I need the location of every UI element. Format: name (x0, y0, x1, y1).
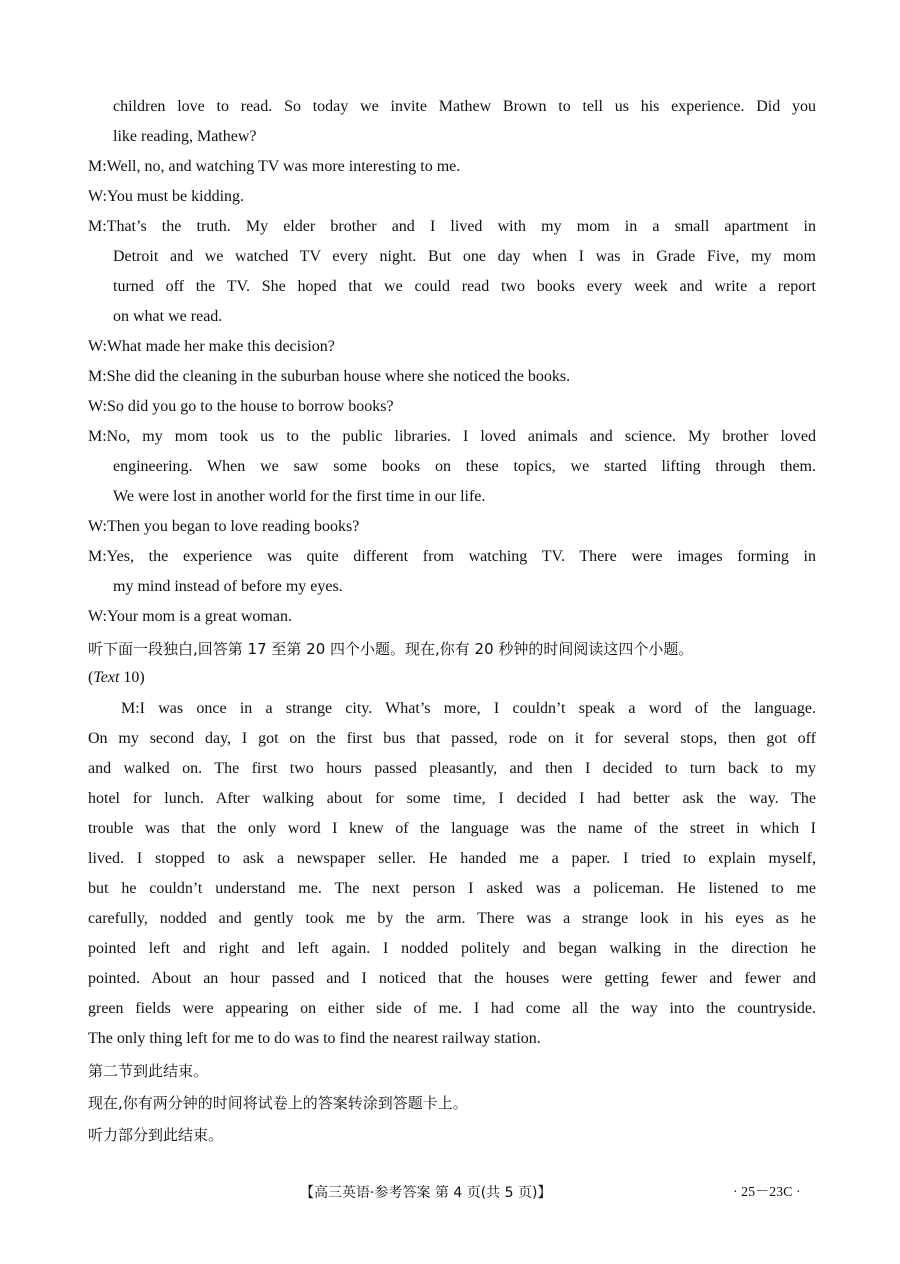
monologue-line: On my second day, I got on the first bus that passed, rode on it for several stops, then got off (88, 730, 816, 747)
dialogue-line: my mind instead of before my eyes. (113, 578, 343, 595)
listening-instruction: 听下面一段独白,回答第 17 至第 20 四个小题。现在,你有 20 秒钟的时间阅读这四个小题。 (88, 640, 694, 658)
page-footer: 【高三英语·参考答案 第 4 页(共 5 页)】 (300, 1185, 552, 1201)
dialogue-line: like reading, Mathew? (113, 128, 257, 145)
closing-line: 第二节到此结束。 (88, 1062, 209, 1080)
closing-line: 听力部分到此结束。 (88, 1126, 224, 1144)
monologue-line: M:I was once in a strange city. What’s more, I couldn’t speak a word of the language. (121, 700, 816, 717)
monologue-line: but he couldn’t understand me. The next person I asked was a policeman. He listened to me (88, 880, 816, 897)
dialogue-line: We were lost in another world for the first time in our life. (113, 488, 486, 505)
monologue-line: lived. I stopped to ask a newspaper seller. He handed me a paper. I tried to explain myself, (88, 850, 816, 867)
monologue-line: green fields were appearing on either side of me. I had come all the way into the countryside. (88, 1000, 816, 1017)
dialogue-line: W:You must be kidding. (88, 188, 245, 205)
dialogue-line: turned off the TV. She hoped that we could read two books every week and write a report (113, 278, 816, 295)
dialogue-line: W:Then you began to love reading books? (88, 518, 360, 535)
dialogue-line: W:Your mom is a great woman. (88, 608, 292, 625)
dialogue-line: on what we read. (113, 308, 223, 325)
dialogue-line: M:She did the cleaning in the suburban house where she noticed the books. (88, 368, 571, 385)
text-label (88, 668, 145, 688)
dialogue-line: children love to read. So today we invite Mathew Brown to tell us his experience. Did you (113, 98, 816, 115)
dialogue-line: M:Well, no, and watching TV was more interesting to me. (88, 158, 461, 175)
monologue-line: trouble was that the only word I knew of the language was the name of the street in which I (88, 820, 816, 837)
text-label-italic: Text (93, 669, 120, 686)
monologue-line: and walked on. The first two hours passed pleasantly, and then I decided to turn back to my (88, 760, 816, 777)
dialogue-line: M:Yes, the experience was quite different from watching TV. There were images forming in (88, 548, 816, 565)
text-label-open: ( (88, 669, 94, 686)
page-code: · 25－23C · (733, 1185, 801, 1200)
dialogue-line: W:What made her make this decision? (88, 338, 335, 355)
dialogue-line: Detroit and we watched TV every night. But one day when I was in Grade Five, my mom (113, 248, 816, 265)
closing-line: 现在,你有两分钟的时间将试卷上的答案转涂到答题卡上。 (88, 1094, 468, 1112)
monologue-line: The only thing left for me to do was to find the nearest railway station. (88, 1030, 541, 1047)
dialogue-line: W:So did you go to the house to borrow books? (88, 398, 394, 415)
dialogue-line: engineering. When we saw some books on these topics, we started lifting through them. (113, 458, 816, 475)
monologue-line: pointed left and right and left again. I nodded politely and began walking in the direction he (88, 940, 816, 957)
dialogue-line: M:No, my mom took us to the public libraries. I loved animals and science. My brother loved (88, 428, 816, 445)
dialogue-line: M:That’s the truth. My elder brother and I lived with my mom in a small apartment in (88, 218, 816, 235)
monologue-line: hotel for lunch. After walking about for some time, I decided I had better ask the way. The (88, 790, 816, 807)
text-label-number: 10) (119, 669, 145, 686)
monologue-line: pointed. About an hour passed and I noticed that the houses were getting fewer and fewer and (88, 970, 816, 987)
monologue-line: carefully, nodded and gently took me by the arm. There was a strange look in his eyes as he (88, 910, 816, 927)
